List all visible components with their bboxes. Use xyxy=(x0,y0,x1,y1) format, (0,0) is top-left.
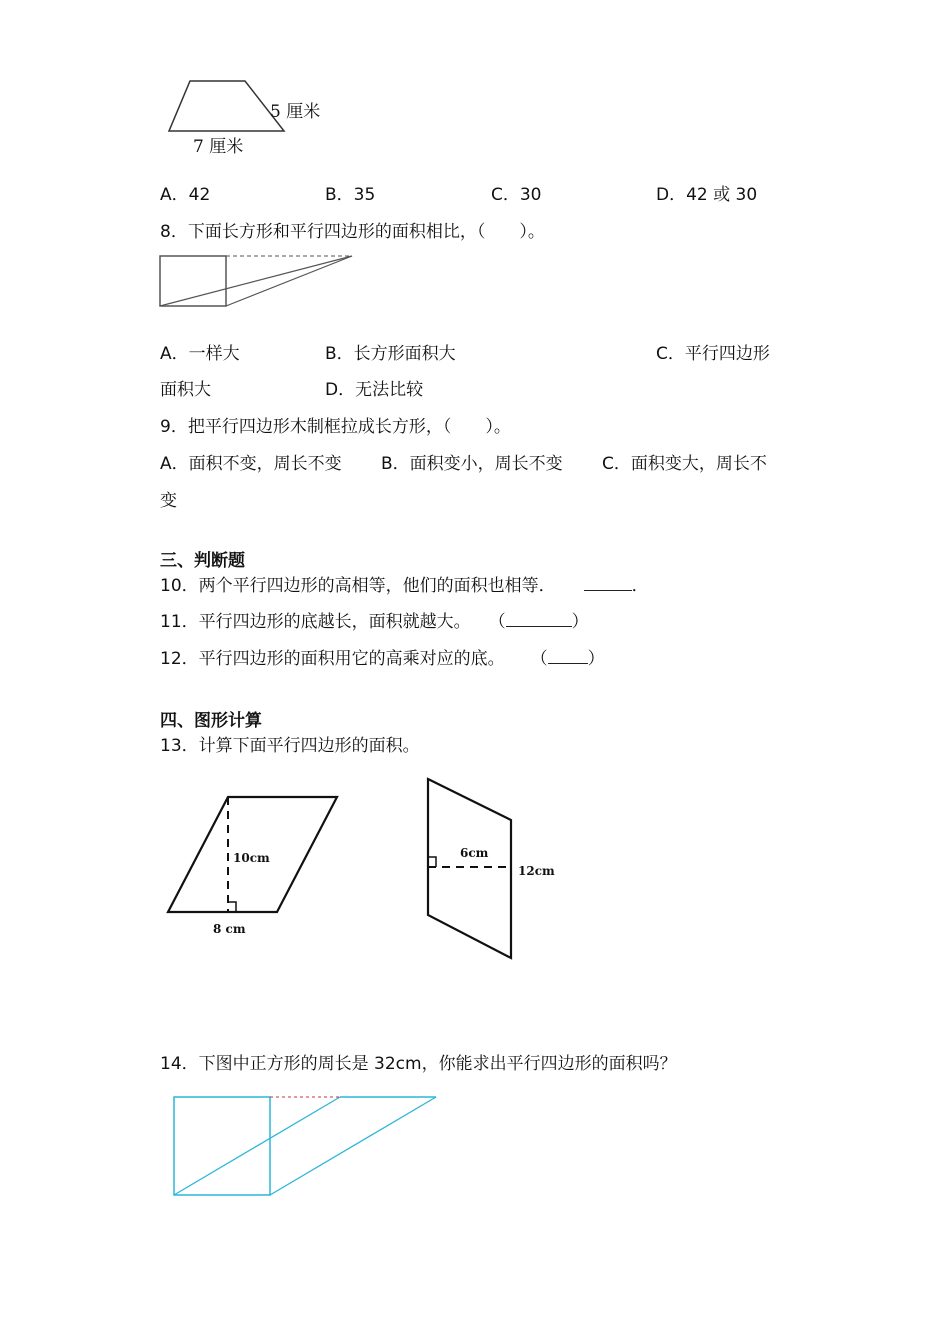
q8-option-c-continued: 面积大 xyxy=(160,380,211,400)
q7-base-label: 7 厘米 xyxy=(193,137,244,157)
q9-question: 9．把平行四边形木制框拉成长方形，（ ）。 xyxy=(160,417,511,437)
q8-option-b[interactable]: B．长方形面积大 xyxy=(325,344,456,364)
q11-question xyxy=(160,611,589,633)
q8-diagonal xyxy=(160,256,352,306)
q14-parallelogram-left xyxy=(174,1097,340,1195)
q7-option-d[interactable]: D．42 或 30 xyxy=(656,185,758,205)
q10-answer-blank[interactable] xyxy=(584,576,632,591)
q11-text: 11．平行四边形的底越长，面积就越大。 xyxy=(160,612,471,632)
q11-open-paren: （ xyxy=(488,612,506,632)
section-4-heading: 四、图形计算 xyxy=(160,711,262,731)
q9-option-b[interactable]: B．面积变小，周长不变 xyxy=(381,454,563,474)
q8-option-c[interactable]: C．平行四边形 xyxy=(656,344,770,364)
q14-figure xyxy=(170,1093,445,1203)
q12-close-paren: ） xyxy=(587,649,605,669)
q13-figure-1 xyxy=(160,790,360,940)
q12-open-paren: （ xyxy=(530,649,548,669)
q8-option-d[interactable]: D．无法比较 xyxy=(325,380,424,400)
q8-figure xyxy=(158,254,358,309)
q9-option-c[interactable]: C．面积变大，周长不 xyxy=(602,454,767,474)
q13-question: 13．计算下面平行四边形的面积。 xyxy=(160,736,420,756)
q11-close-paren: ） xyxy=(571,612,589,632)
q12-text: 12．平行四边形的面积用它的高乘对应的底。 xyxy=(160,649,505,669)
q10-tail: ． xyxy=(631,576,649,596)
q13-figure-2 xyxy=(420,775,570,965)
q13-fig2-height-label: 6cm xyxy=(460,846,489,860)
q9-option-a[interactable]: A．面积不变，周长不变 xyxy=(160,454,342,474)
q13-fig2-parallelogram xyxy=(428,779,511,958)
q8-question: 8．下面长方形和平行四边形的面积相比，（ ）。 xyxy=(160,222,545,242)
q8-option-a[interactable]: A．一样大 xyxy=(160,344,240,364)
q7-option-b[interactable]: B．35 xyxy=(325,185,376,205)
q13-fig2-right-angle-mark xyxy=(428,857,436,867)
q10-text: 10．两个平行四边形的高相等，他们的面积也相等． xyxy=(160,576,556,596)
q7-parallelogram xyxy=(169,81,284,131)
q10-question xyxy=(160,575,649,597)
q7-side-label: 5 厘米 xyxy=(270,102,321,122)
q13-fig2-side-label: 12cm xyxy=(518,864,555,878)
q14-parallelogram-right xyxy=(270,1097,436,1195)
q7-option-c[interactable]: C．30 xyxy=(491,185,542,205)
q13-fig1-height-label: 10cm xyxy=(233,851,270,865)
q13-fig1-right-angle-mark xyxy=(228,902,236,912)
q11-answer-blank[interactable] xyxy=(506,612,572,627)
q8-rectangle xyxy=(160,256,226,306)
q9-option-c-continued: 变 xyxy=(160,491,177,511)
q12-question xyxy=(160,648,605,670)
q12-answer-blank[interactable] xyxy=(548,649,588,664)
q14-question: 14．下图中正方形的周长是 32cm，你能求出平行四边形的面积吗？ xyxy=(160,1054,677,1074)
q14-square xyxy=(174,1097,270,1195)
q7-option-a[interactable]: A．42 xyxy=(160,185,211,205)
section-3-heading: 三、判断题 xyxy=(160,551,245,571)
q8-parallelogram-right xyxy=(226,256,352,306)
q13-fig1-base-label: 8 cm xyxy=(213,922,246,936)
